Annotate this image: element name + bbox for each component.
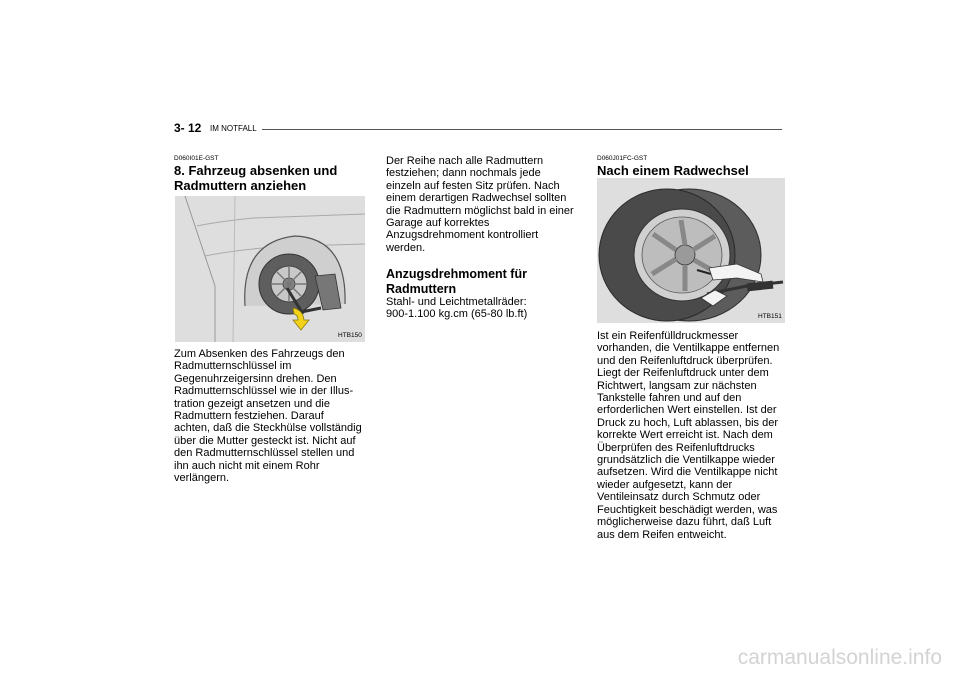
body-line: Radmutternschlüssel wie in der Illus- xyxy=(174,385,354,398)
body-line: über die Mutter gesteckt ist. Nicht auf xyxy=(174,434,356,447)
page-number: 3- 12 xyxy=(174,121,202,135)
body-line: festziehen; dann nochmals jede xyxy=(386,167,541,180)
body-line: Radmutternschlüssel im xyxy=(174,360,292,373)
body-line: Ist ein Reifenfülldruckmesser xyxy=(597,330,739,342)
body-line: den Radmutternschlüssel stellen und xyxy=(174,447,355,460)
body-line: aus dem Reifen entweicht. xyxy=(597,528,727,541)
torque-values xyxy=(386,296,574,321)
header-rule xyxy=(262,129,782,130)
torque-line: Stahl- und Leichtmetallräder: xyxy=(386,296,527,308)
body-line: tration gezeigt ansetzen und die xyxy=(174,397,330,410)
middle-body-text xyxy=(386,155,574,254)
subtitle-line: Anzugsdrehmoment für xyxy=(386,267,527,281)
body-line: Radmuttern festziehen. Darauf xyxy=(174,410,324,423)
body-line: Druck zu hoch, Luft ablassen, bis der xyxy=(597,416,778,429)
left-title-line: Radmuttern anziehen xyxy=(174,178,307,193)
car-wheel-wrench-drawing xyxy=(175,196,365,342)
tire-gauge-drawing xyxy=(597,178,785,323)
body-line: und den Reifenluftdruck überprüfen. xyxy=(597,354,773,367)
body-line: korrekte Wert erreicht ist. Nach dem xyxy=(597,429,773,442)
body-line: Gegenuhrzeigersinn drehen. Den xyxy=(174,372,337,385)
body-line: Liegt der Reifenluftdruck unter dem xyxy=(597,367,769,380)
body-line: Der Reihe nach alle Radmuttern xyxy=(386,155,544,167)
subtitle-line: Radmuttern xyxy=(386,282,457,296)
right-body-text xyxy=(597,330,784,541)
body-line: Feuchtigkeit beschädigt werden, was xyxy=(597,503,778,516)
left-body-text xyxy=(174,348,364,484)
body-line: Anzugsdrehmoment kontrolliert xyxy=(386,229,539,242)
body-line: die Radmuttern möglichst bald in einer xyxy=(386,204,574,217)
body-line: vorhanden, die Ventilkappe entfernen xyxy=(597,342,780,355)
right-section-code: D060J01FC-GST xyxy=(597,155,648,162)
lowering-vehicle-illustration xyxy=(175,196,365,342)
body-line: verlängern. xyxy=(174,472,230,485)
body-line: ihn auch nicht mit einem Rohr xyxy=(174,459,320,472)
tire-pressure-illustration xyxy=(597,178,785,323)
torque-subtitle xyxy=(386,267,527,297)
body-line: einzeln auf festen Sitz prüfen. Nach xyxy=(386,179,560,192)
section-title: IM NOTFALL xyxy=(210,124,257,133)
body-line: grundsätzlich die Ventilkappe wieder xyxy=(597,454,775,467)
left-section-code: D060I01E-GST xyxy=(174,155,219,162)
body-line: Überprüfen des Reifenluftdrucks xyxy=(597,441,755,454)
body-line: möglicherweise dazu führt, daß Luft xyxy=(597,516,772,529)
left-title-line: 8. Fahrzeug absenken und xyxy=(174,163,338,178)
right-section-title: Nach einem Radwechsel xyxy=(597,163,749,178)
left-figure-label: HTB150 xyxy=(338,332,362,339)
body-line: wieder aufgesetzt, kann der xyxy=(597,478,733,491)
body-line: aufsetzen. Wird die Ventilkappe nicht xyxy=(597,466,778,479)
body-line: Zum Absenken des Fahrzeugs den xyxy=(174,348,345,360)
body-line: Ventileinsatz durch Schmutz oder xyxy=(597,491,761,504)
body-line: Tankstelle fahren und auf den xyxy=(597,392,742,405)
body-line: achten, daß die Steckhülse vollständig xyxy=(174,422,362,435)
body-line: einem derartigen Radwechsel sollten xyxy=(386,192,567,205)
right-figure-label: HTB151 xyxy=(758,313,782,320)
torque-line: 900-1.100 kg.cm (65-80 lb.ft) xyxy=(386,308,528,321)
body-line: Garage auf korrektes xyxy=(386,217,490,230)
body-line: werden. xyxy=(386,241,426,254)
body-line: erforderlichen Wert einstellen. Ist der xyxy=(597,404,777,417)
left-section-title xyxy=(174,163,337,193)
body-line: Richtwert, langsam zur nächsten xyxy=(597,379,757,392)
watermark: carmanualsonline.info xyxy=(737,646,942,669)
